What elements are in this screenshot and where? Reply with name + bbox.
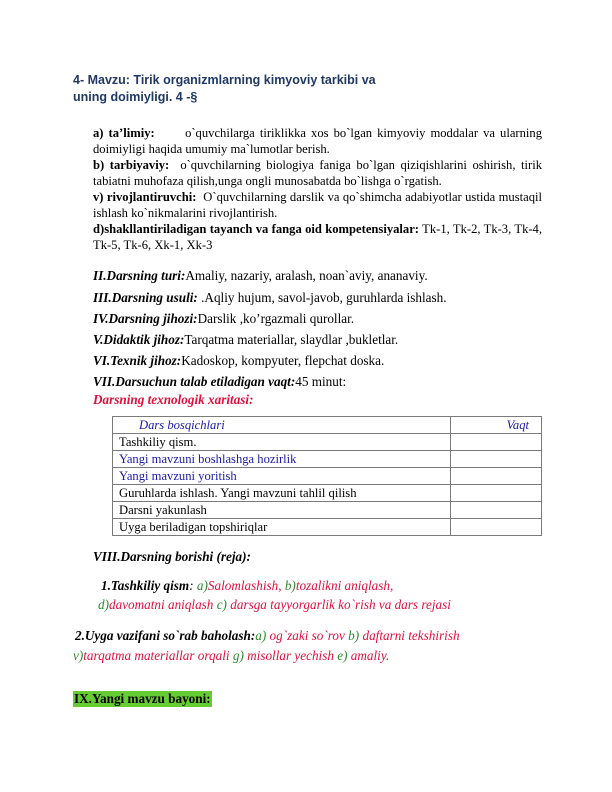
- tech-map-title: Darsning texnologik xaritasi:: [93, 392, 254, 407]
- time-cell: [451, 485, 542, 502]
- table-header-row: [113, 417, 542, 434]
- marker-b2: b): [348, 628, 360, 643]
- technical-equipment-text: Kadoskop, kompyuter, flepchat doska.: [181, 353, 385, 368]
- time-cell: [451, 468, 542, 485]
- plan-examples: misollar yechish: [243, 648, 338, 663]
- marker-v2: v): [73, 648, 84, 663]
- goal-competencies: [93, 221, 542, 253]
- lesson-equipment-label: IV.Darsning jihozi:: [93, 311, 198, 326]
- table-row: [113, 502, 542, 519]
- marker-c: c): [216, 597, 227, 612]
- time-cell: [451, 451, 542, 468]
- plan-cleanliness: tozalikni aniqlash,: [295, 578, 394, 593]
- goal-developmental-text: O`quvchilarning darslik va qo`shimcha adabiyotlar ustida mustaqil ishlash ko`nikmalarini rivojlantirish.: [93, 190, 543, 220]
- table-row: [113, 519, 542, 536]
- goal-upbringing: [93, 157, 542, 189]
- plan-item-handouts: [73, 648, 389, 664]
- didactic-equipment: [93, 332, 398, 348]
- technical-equipment-label: VI.Texnik jihoz:: [93, 353, 182, 368]
- goal-developmental: [93, 189, 542, 221]
- stage-cell: Uyga beriladigan topshiriqlar: [113, 519, 451, 536]
- marker-d: d): [98, 597, 109, 612]
- table-row: [113, 468, 542, 485]
- plan-handouts: tarqatma materiallar orqali: [83, 648, 233, 663]
- goal-competencies-label: d)shakllantiriladigan tayanch va fanga oid kompetensiyalar:: [93, 222, 420, 236]
- lesson-method: [93, 290, 447, 306]
- lesson-time: [93, 374, 346, 390]
- goal-developmental-label: v) rivojlantiruvchi:: [93, 190, 197, 204]
- goal-upbringing-label: b) tarbiyaviy:: [93, 158, 170, 172]
- goal-educational-label: a) ta’limiy:: [93, 126, 155, 140]
- time-cell: [451, 519, 542, 536]
- table-row: [113, 485, 542, 502]
- stage-cell: Darsni yakunlash: [113, 502, 451, 519]
- lesson-method-label: III.Darsning usuli:: [93, 290, 198, 305]
- table-row: [113, 451, 542, 468]
- plan-oral-survey: og`zaki so`rov: [266, 628, 349, 643]
- time-cell: [451, 502, 542, 519]
- table-row: [113, 434, 542, 451]
- lesson-type-text: Amaliy, nazariy, aralash, noan`aviy, ananaviy.: [185, 268, 428, 283]
- lesson-type-label: II.Darsning turi:: [93, 268, 186, 283]
- goal-educational-text: o`quvchilarga tiriklikka xos bo`lgan kimyoviy moddalar va ularning doimiyligi haqida umumiy ma`lumotlar berish.: [93, 126, 542, 156]
- marker-e2: e): [337, 648, 348, 663]
- lesson-method-text: .Aqliy hujum, savol-javob, guruhlarda ishlash.: [197, 290, 447, 305]
- header-stages: Dars bosqichlari: [113, 417, 451, 434]
- plan-item-homework-label: 2.Uyga vazifani so`rab baholash:: [75, 628, 256, 643]
- topic-title-line1: 4- Mavzu: Tirik organizmlarning kimyoviy tarkibi va: [73, 73, 376, 87]
- didactic-equipment-label: V.Didaktik jihoz:: [93, 332, 185, 347]
- marker-a: a): [196, 578, 208, 593]
- plan-colon: :: [189, 578, 197, 593]
- goal-educational: [93, 125, 542, 157]
- header-time: Vaqt: [451, 417, 542, 434]
- time-cell: [451, 434, 542, 451]
- plan-item-attendance: [98, 597, 451, 613]
- goal-competencies-text: Tk-1, Tk-2, Tk-3, Tk-4, Tk-5, Tk-6, Xk-1, Xk-3: [93, 222, 543, 252]
- didactic-equipment-text: Tarqatma materiallar, slaydlar ,bukletlar.: [184, 332, 399, 347]
- lesson-time-text: 45 minut:: [295, 374, 347, 389]
- marker-a2: a): [255, 628, 267, 643]
- stage-cell: Yangi mavzuni boshlashga hozirlik: [113, 451, 451, 468]
- plan-heading: VIII.Darsning borishi (reja):: [93, 549, 251, 564]
- plan-item-organization: [101, 578, 393, 594]
- stage-cell: Guruhlarda ishlash. Yangi mavzuni tahlil qilish: [113, 485, 451, 502]
- lesson-stages-table: [112, 416, 542, 536]
- marker-g2: g): [232, 648, 244, 663]
- plan-attendance: davomatni aniqlash: [109, 597, 217, 612]
- lesson-time-label: VII.Darsuchun talab etiladigan vaqt:: [93, 374, 296, 389]
- plan-practical: amaliy.: [347, 648, 390, 663]
- new-topic-heading: IX.Yangi mavzu bayoni:: [74, 691, 211, 706]
- lesson-equipment-text: Darslik ,ko’rgazmali qurollar.: [197, 311, 355, 326]
- plan-item-organization-label: 1.Tashkiliy qism: [101, 578, 190, 593]
- goal-upbringing-text: o`quvchilarning biologiya faniga bo`lgan qiziqishlarini oshirish, tirik tabiatni muhofaza qilish,unga ongli munosabatda bo`lishga o`rgatish.: [93, 158, 543, 188]
- plan-greeting: Salomlashish,: [207, 578, 285, 593]
- plan-item-homework: [75, 628, 460, 644]
- lesson-equipment: [93, 311, 354, 327]
- marker-b: b): [284, 578, 296, 593]
- plan-preparation: darsga tayyorgarlik ko`rish va dars rejasi: [226, 597, 451, 612]
- plan-notebook-check: daftarni tekshirish: [359, 628, 460, 643]
- stage-cell: Yangi mavzuni yoritish: [113, 468, 451, 485]
- lesson-type: [93, 268, 428, 284]
- stage-cell: Tashkiliy qism.: [113, 434, 451, 451]
- technical-equipment: [93, 353, 384, 369]
- topic-title-line2: uning doimiyligi. 4 -§: [73, 90, 198, 104]
